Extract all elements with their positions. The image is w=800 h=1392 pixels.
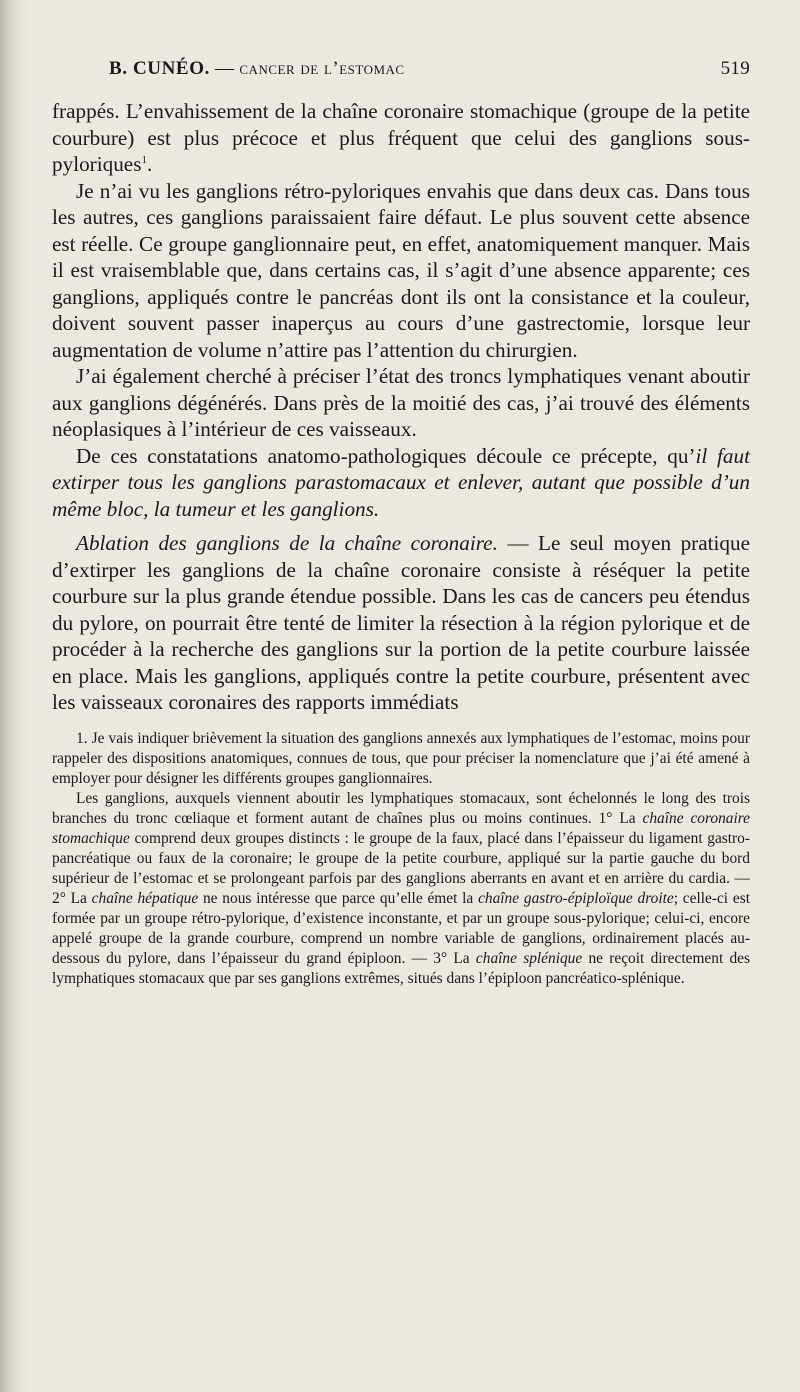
- paragraph-5: [52, 530, 750, 716]
- header-separator: —: [215, 58, 235, 79]
- header-author: B. CUNÉO.: [109, 58, 210, 79]
- paragraph-1: [52, 98, 750, 178]
- footnotes: [52, 729, 750, 989]
- precept-italic: il faut extirper tous les ganglions parastomacaux et enlever, autant que possible d’un même bloc, la tumeur et les ganglions.: [52, 443, 751, 521]
- footnote-2-italic-1: chaîne coronaire stomachique: [52, 809, 750, 847]
- running-header: [52, 58, 750, 98]
- footnote-2: [52, 789, 750, 989]
- paragraph-4-text: De ces constatations anatomo-pathologiques découle ce précepte, qu’: [76, 443, 696, 468]
- paragraph-4: [52, 443, 750, 523]
- header-subject: cancer de l’estomac: [239, 58, 405, 79]
- footnote-ref-1: 1: [141, 153, 147, 166]
- paragraph-5-text: — Le seul moyen pratique d’extirper les ganglions de la chaîne coronaire consiste à réséquer la petite courbure sur la plus grande étendue possible. Dans les cas de cancers peu étendus du pylore, on pourrait être tenté de limiter la résection à la région pylorique et de procéder à la recherche des ganglions sur la portion de la petite courbure laissée en place. Mais les ganglions, appliqués contre la petite courbure, présentent avec les vaisseaux coronaires des rapports immédiats: [52, 531, 751, 714]
- paragraph-1-end: .: [146, 152, 153, 176]
- footnote-2-part-d: ; celle-ci est formée par un groupe rétro-pylorique, d’existence inconstante, et par un groupe sous-pylorique; celui-ci, encore appelé groupe de la grande courbure, comprend un nombre variable de ganglions, ordinairement placés au-dessous du pylore, dans l’épaisseur du grand épiploon. — 3° La: [52, 889, 750, 967]
- footnote-2-part-a: Les ganglions, auxquels viennent aboutir les lymphatiques stomacaux, sont échelonnés le long des trois branches du tronc cœliaque et forment autant de chaînes plus ou moins continues. 1° La: [52, 789, 750, 827]
- book-page: [52, 58, 750, 989]
- paragraph-3: J’ai également cherché à préciser l’état des troncs lymphatiques venant aboutir aux ganglions dégénérés. Dans près de la moitié des cas, j’ai trouvé des éléments néoplasiques à l’intérieur de ces vaisseaux.: [52, 364, 750, 441]
- footnote-2-part-c: ne nous intéresse que parce qu’elle émet la: [198, 889, 479, 907]
- running-title: [109, 58, 405, 80]
- footnote-2-part-e: ne reçoit directement des lymphatiques stomacaux que par ses ganglions extrêmes, situés dans l’épiploon pancréatico-splénique.: [52, 949, 751, 987]
- footnote-2-italic-4: chaîne splénique: [475, 949, 583, 967]
- footnote-2-part-b: comprend deux groupes distincts : le groupe de la faux, placé dans l’épaisseur du ligament gastro-pancréatique ou faux de la coronaire; le groupe de la petite courbure, appliqué sur la partie gauche du bord supérieur de l’estomac et se prolongeant parfois par des ganglions aberrants en avant et en arrière du cardia. — 2° La: [52, 829, 750, 907]
- section-heading: Ablation des ganglions de la chaîne coronaire.: [76, 531, 498, 555]
- paragraph-1-text: frappés. L’envahissement de la chaîne coronaire stomachique (groupe de la petite courbure) est plus précoce et plus fréquent que celui des ganglions sous-pyloriques: [52, 99, 750, 176]
- footnote-2-italic-2: chaîne hépatique: [91, 889, 199, 907]
- page-number: 519: [720, 58, 750, 79]
- footnote-1: 1. Je vais indiquer brièvement la situation des ganglions annexés aux lymphatiques de l’estomac, moins pour rappeler des dispositions anatomiques, connues de tous, que pour préciser la nomenclature que j’ai été amené à employer pour désigner les différents groupes ganglionnaires.: [52, 729, 750, 787]
- paragraph-2: Je n’ai vu les ganglions rétro-pyloriques envahis que dans deux cas. Dans tous les autres, ces ganglions paraissaient faire défaut. Le plus souvent cette absence est réelle. Ce groupe ganglionnaire peut, en effet, anatomiquement manquer. Mais il est vraisemblable que, dans certains cas, il s’agit d’une absence apparente; ces ganglions, appliqués contre le pancréas dont ils ont la consistance et la couleur, doivent souvent passer inaperçus au cours d’une gastrectomie, lorsque leur augmentation de volume n’attire pas l’attention du chirurgien.: [52, 178, 750, 362]
- footnote-2-italic-3: chaîne gastro-épiploïque droite: [478, 889, 674, 907]
- page-binding-shadow: [0, 0, 28, 1392]
- main-text: [52, 98, 750, 716]
